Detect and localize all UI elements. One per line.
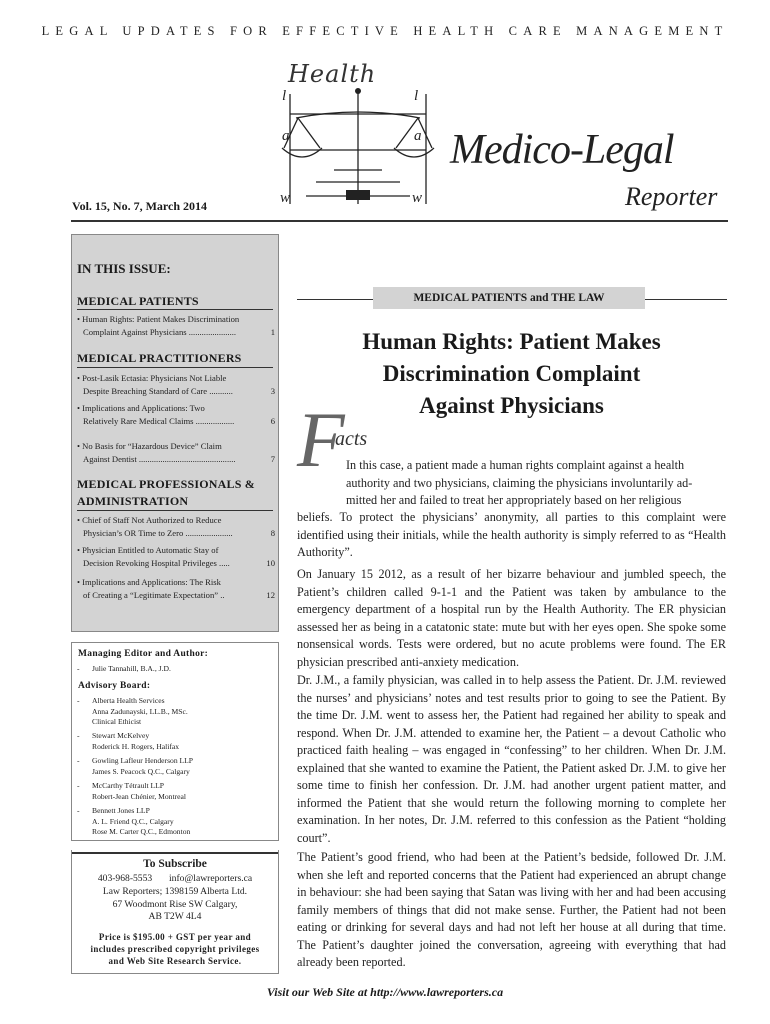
publication-title: Medico-Legal [450, 127, 674, 173]
toc-section-rule [77, 309, 273, 310]
toc-page-number: 10 [266, 557, 275, 568]
toc-page-number: 1 [270, 326, 275, 337]
toc-page-number: 6 [270, 415, 275, 426]
toc-item-title-cont: Against Dentist ............................................. [83, 453, 236, 464]
subscribe-company: Law Reporters; 1398159 Alberta Ltd. [102, 886, 248, 897]
advisory-member: - McCarthy Tétrault LLP Robert-Jean Chénier, Montreal [77, 781, 186, 801]
toc-item[interactable] [77, 576, 275, 601]
toc-item-title-cont: Physician’s OR Time to Zero ...................... [83, 527, 233, 538]
subscribe-email[interactable]: info@lawreporters.ca [169, 873, 253, 884]
logo-letter-w-right: w [412, 190, 423, 206]
toc-page-number: 7 [270, 453, 275, 464]
logo-letter-w-left: w [280, 190, 291, 206]
toc-item-title-cont: Relatively Rare Medical Claims .................. [83, 415, 235, 426]
managing-editor-heading: Managing Editor and Author: [78, 649, 209, 659]
toc-section-heading: MEDICAL PROFESSIONALS & [77, 477, 255, 491]
toc-section-heading-cont: ADMINISTRATION [77, 494, 189, 508]
logo-health-word: Health [288, 60, 377, 88]
toc-item-title: • No Basis for “Hazardous Device” Claim [77, 441, 222, 451]
facts-subheading: acts [335, 428, 368, 450]
toc-item[interactable] [77, 544, 275, 569]
toc-item-title: • Post-Lasik Ectasia: Physicians Not Liable [77, 373, 227, 383]
website-footer-link[interactable]: Visit our Web Site at http://www.lawreporters.ca [266, 985, 504, 999]
drop-cap-f: F [297, 396, 345, 483]
advisory-member: - Bennett Jones LLP A. L. Friend Q.C., Calgary Rose M. Carter Q.C., Edmonton [77, 806, 191, 836]
volume-info: Vol. 15, No. 7, March 2014 [72, 199, 207, 213]
toc-section-heading: MEDICAL PRACTITIONERS [77, 351, 242, 365]
article-paragraph-intro-indented: In this case, a patient made a human rights complaint against a health authority and two physicians, claiming the physicians involuntarily ad- mitted her and failed to treat her appropriately based on her religious [346, 458, 693, 507]
subscribe-price-line3: and Web Site Research Service. [108, 956, 242, 966]
logo-letter-a-right: a [414, 128, 422, 144]
advisory-member: - Alberta Health Services Anna Zadunayski, LL.B., MSc. Clinical Ethicist [77, 696, 188, 726]
banner-rule-right [645, 299, 727, 300]
publication-subtitle: Reporter [625, 182, 718, 211]
toc-item[interactable] [77, 440, 275, 465]
banner-rule-left [297, 299, 375, 300]
toc-section-heading: MEDICAL PATIENTS [77, 294, 199, 308]
toc-item-title-cont: Decision Revoking Hospital Privileges ..... [83, 557, 230, 568]
toc-item-title-cont: Complaint Against Physicians ...................... [83, 326, 237, 337]
subscribe-phone[interactable]: 403-968-5553 [97, 873, 153, 884]
toc-item[interactable] [77, 372, 275, 397]
toc-item-title: • Human Rights: Patient Makes Discrimination [77, 314, 240, 324]
toc-item[interactable] [77, 514, 275, 539]
logo-letter-l-left: l [282, 88, 287, 104]
toc-page-number: 12 [266, 589, 275, 600]
section-banner: MEDICAL PATIENTS and THE LAW [373, 287, 645, 309]
toc-page-number: 3 [270, 385, 275, 396]
in-this-issue-title: IN THIS ISSUE: [77, 261, 171, 276]
subscribe-address-line2: AB T2W 4L4 [148, 911, 202, 922]
logo-letter-a-left: a [282, 128, 290, 144]
toc-item-title: • Chief of Staff Not Authorized to Reduce [77, 515, 222, 525]
subscribe-address-line1: 67 Woodmont Rise SW Calgary, [112, 899, 238, 910]
toc-item-title-cont: of Creating a “Legitimate Expectation” .. [83, 589, 225, 600]
advisory-board-heading: Advisory Board: [78, 681, 151, 691]
toc-page-number: 8 [270, 527, 275, 538]
toc-section-rule [77, 367, 273, 368]
article-paragraph: The Patient’s good friend, who had been at the Patient’s bedside, followed Dr. J.M. when she left and reported concerns that the Patient had experienced an abrupt change in behaviour: she had been saying that Satan was living with her and had been accusing family members of things that did not make sense. Further, the Patient had not been eating or drinking for several days and had not left her house at all during that time. The Patient’s daughter joined the conversation, agreeing with everything that had already been reported. [297, 850, 726, 969]
article-paragraph: Dr. J.M., a family physician, was called in to help assess the Patient. Dr. J.M. reviewed the nurses’ and physicians’ notes and test results prior to going to see the Patient. By the time Dr. J.M. went to assess her, the Patient had regained her ability to speak and respond. When Dr. J.M. attended to examine her, the Patient – a devout Catholic who practiced faith healing – was engaged in “confessing” to her children. When Dr. J.M. explained that she wanted to examine the Patient, the Patient asked Dr. J.M. to give her some time to finish her confession. Dr. J.M. had another urgent patient matter, and informed the Patient that she would return the following morning to complete her examination. In her notes, Dr. J.M. referred to this confession as the Patient “holding court”. [297, 673, 726, 845]
advisory-member: - Gowling Lafleur Henderson LLP James S. Peacock Q.C., Calgary [77, 756, 194, 776]
article-headline: Human Rights: Patient Makes Discrimination Complaint Against Physicians [362, 329, 661, 418]
managing-editor-name: - Julie Tannahill, B.A., J.D. [77, 664, 171, 673]
toc-item[interactable] [77, 313, 275, 338]
toc-item-title-cont: Despite Breaching Standard of Care ........... [83, 385, 233, 396]
toc-item-title: • Implications and Applications: Two [77, 403, 205, 413]
toc-item-title: • Implications and Applications: The Risk [77, 577, 221, 587]
toc-section-rule [77, 510, 273, 511]
subscribe-contact [75, 873, 275, 885]
article-paragraph: beliefs. To protect the physicians’ anonymity, all parties to this complaint were identified using their initials, while the health authority is simply referred to as “Health Authority”. [297, 510, 726, 559]
article-paragraph: On January 15 2012, as a result of her bizarre behaviour and jumbled speech, the Patient’s children called 9-1-1 and the Patient was taken by ambulance to the emergency department of a hospital run by the Health Authority. The ER physician assessed her as being in a catatonic state: mute but with her eyes open. She spoke some nonsensical words. Tests were ordered, but no acute problems were found. The ER physician prescribed anti-anxiety medication. [297, 567, 726, 669]
advisory-member: - Stewart McKelvey Roderick H. Rogers, Halifax [77, 731, 180, 751]
logo-letter-l-right: l [414, 88, 419, 104]
toc-item[interactable] [77, 402, 275, 427]
header-divider [71, 220, 728, 222]
subscribe-price-line1: Price is $195.00 + GST per year and [98, 932, 252, 942]
masthead-topline: LEGAL UPDATES FOR EFFECTIVE HEALTH CARE MANAGEMENT [41, 24, 729, 38]
subscribe-price-line2: includes prescribed copyright privileges [90, 944, 260, 954]
subscribe-heading: To Subscribe [143, 858, 207, 870]
toc-item-title: • Physician Entitled to Automatic Stay of [77, 545, 219, 555]
